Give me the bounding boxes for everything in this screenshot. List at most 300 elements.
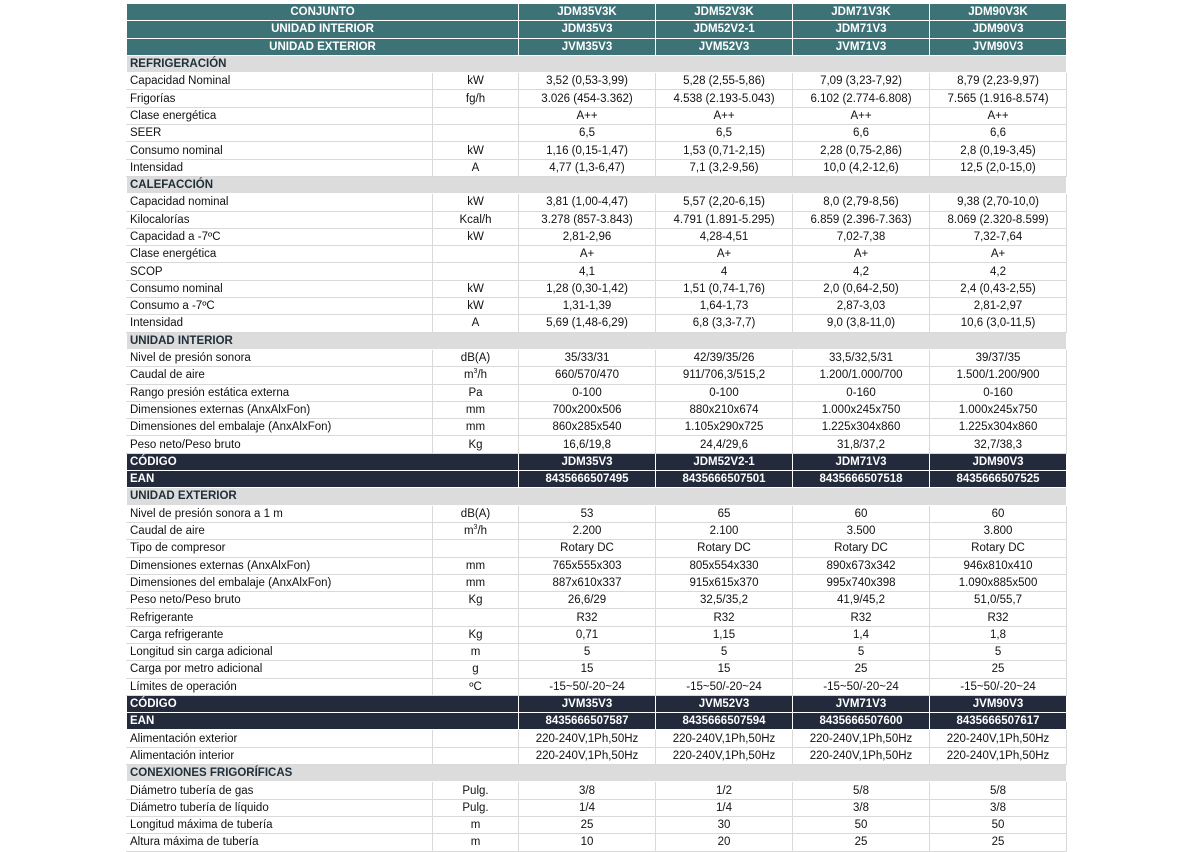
row-value: 0-160: [793, 384, 930, 401]
row-value: 220-240V,1Ph,50Hz: [793, 747, 930, 764]
row-label: SEER: [127, 125, 433, 142]
row-value: 3,52 (0,53-3,99): [519, 73, 656, 90]
table-row: [127, 107, 1067, 124]
row-value: 220-240V,1Ph,50Hz: [519, 747, 656, 764]
row-value: 6,5: [519, 125, 656, 142]
table-row: [127, 730, 1067, 747]
row-value: 4,77 (1,3-6,47): [519, 159, 656, 176]
row-label: Diámetro tubería de gas: [127, 782, 433, 799]
row-value: 41,9/45,2: [793, 592, 930, 609]
row-label: Alimentación interior: [127, 747, 433, 764]
row-value: -15~50/-20~24: [656, 678, 793, 695]
row-value: 1/2: [656, 782, 793, 799]
row-value: 1,31-1,39: [519, 298, 656, 315]
code-row-label: CÓDIGO: [127, 695, 519, 712]
row-value: A++: [793, 107, 930, 124]
code-row-value: 8435666507495: [519, 471, 656, 488]
code-row-value: 8435666507525: [930, 471, 1067, 488]
row-value: 60: [930, 505, 1067, 522]
model-header-value: JDM52V3K: [656, 4, 793, 21]
row-label: Dimensiones del embalaje (AnxAlxFon): [127, 574, 433, 591]
row-value: Rotary DC: [793, 540, 930, 557]
code-row-value: JVM71V3: [793, 695, 930, 712]
row-value: 9,0 (3,8-11,0): [793, 315, 930, 332]
code-row-label: EAN: [127, 713, 519, 730]
table-row: [127, 73, 1067, 90]
row-value: 1.200/1.000/700: [793, 367, 930, 384]
row-value: 915x615x370: [656, 574, 793, 591]
row-value: 660/570/470: [519, 367, 656, 384]
row-value: 0-100: [519, 384, 656, 401]
row-value: 53: [519, 505, 656, 522]
row-value: 50: [793, 816, 930, 833]
row-value: 39/37/35: [930, 349, 1067, 366]
code-row-value: JVM35V3: [519, 695, 656, 712]
model-header-label: CONJUNTO: [127, 4, 519, 21]
row-value: Rotary DC: [930, 540, 1067, 557]
row-value: 805x554x330: [656, 557, 793, 574]
row-value: 5,69 (1,48-6,29): [519, 315, 656, 332]
row-value: 3/8: [793, 799, 930, 816]
code-row: [127, 471, 1067, 488]
row-label: Altura máxima de tubería: [127, 834, 433, 851]
row-value: 7,1 (3,2-9,56): [656, 159, 793, 176]
table-row: [127, 592, 1067, 609]
row-unit: Kcal/h: [433, 211, 519, 228]
model-header-value: JDM90V3: [930, 21, 1067, 38]
row-label: Consumo nominal: [127, 142, 433, 159]
row-value: 700x200x506: [519, 401, 656, 418]
row-label: Clase energética: [127, 107, 433, 124]
row-value: 4,2: [793, 263, 930, 280]
row-value: 4,1: [519, 263, 656, 280]
row-label: Dimensiones externas (AnxAlxFon): [127, 401, 433, 418]
code-row-value: JDM71V3: [793, 453, 930, 470]
row-value: 890x673x342: [793, 557, 930, 574]
row-value: 32,5/35,2: [656, 592, 793, 609]
row-unit: [433, 263, 519, 280]
row-value: 220-240V,1Ph,50Hz: [519, 730, 656, 747]
row-label: Límites de operación: [127, 678, 433, 695]
row-value: 6,6: [793, 125, 930, 142]
row-unit: kW: [433, 73, 519, 90]
row-value: 33,5/32,5/31: [793, 349, 930, 366]
model-header-value: JVM35V3: [519, 38, 656, 55]
row-value: 220-240V,1Ph,50Hz: [656, 730, 793, 747]
table-row: [127, 505, 1067, 522]
row-value: 60: [793, 505, 930, 522]
code-row-label: EAN: [127, 471, 519, 488]
row-unit: Kg: [433, 436, 519, 453]
row-value: R32: [656, 609, 793, 626]
row-value: 4,2: [930, 263, 1067, 280]
row-value: 30: [656, 816, 793, 833]
row-value: 2.100: [656, 522, 793, 539]
row-unit: kW: [433, 142, 519, 159]
row-value: A+: [930, 246, 1067, 263]
row-value: 1,4: [793, 626, 930, 643]
row-unit: mm: [433, 557, 519, 574]
row-value: 946x810x410: [930, 557, 1067, 574]
row-value: 2,81-2,96: [519, 228, 656, 245]
row-value: 3.026 (454-3.362): [519, 90, 656, 107]
row-value: 6,5: [656, 125, 793, 142]
row-value: 3/8: [519, 782, 656, 799]
row-label: Caudal de aire: [127, 522, 433, 539]
row-value: 5: [519, 643, 656, 660]
row-unit: m: [433, 816, 519, 833]
spec-sheet: [126, 3, 1066, 852]
row-unit: Pulg.: [433, 799, 519, 816]
code-row-value: 8435666507617: [930, 713, 1067, 730]
row-unit: mm: [433, 574, 519, 591]
table-row: [127, 315, 1067, 332]
row-unit: kW: [433, 228, 519, 245]
row-value: R32: [519, 609, 656, 626]
row-value: 1,16 (0,15-1,47): [519, 142, 656, 159]
row-value: 2,4 (0,43-2,55): [930, 280, 1067, 297]
row-value: 16,6/19,8: [519, 436, 656, 453]
row-value: 7,02-7,38: [793, 228, 930, 245]
row-value: Rotary DC: [656, 540, 793, 557]
code-row-value: JDM90V3: [930, 453, 1067, 470]
row-unit: Pulg.: [433, 782, 519, 799]
row-value: 15: [519, 661, 656, 678]
table-row: [127, 263, 1067, 280]
row-value: 3.278 (857-3.843): [519, 211, 656, 228]
row-value: 3/8: [930, 799, 1067, 816]
row-label: Longitud máxima de tubería: [127, 816, 433, 833]
row-value: 20: [656, 834, 793, 851]
row-value: 0,71: [519, 626, 656, 643]
row-label: Peso neto/Peso bruto: [127, 436, 433, 453]
row-value: 25: [519, 816, 656, 833]
row-value: 25: [793, 834, 930, 851]
row-value: 3.500: [793, 522, 930, 539]
row-value: 5: [793, 643, 930, 660]
row-value: 7,32-7,64: [930, 228, 1067, 245]
row-value: 220-240V,1Ph,50Hz: [930, 730, 1067, 747]
row-label: Capacidad a -7ºC: [127, 228, 433, 245]
row-value: 4: [656, 263, 793, 280]
table-row: [127, 661, 1067, 678]
table-row: [127, 522, 1067, 539]
row-value: 1,51 (0,74-1,76): [656, 280, 793, 297]
row-unit: $m^3/h$: [433, 367, 519, 384]
table-row: [127, 367, 1067, 384]
row-value: 2,28 (0,75-2,86): [793, 142, 930, 159]
table-row: [127, 609, 1067, 626]
row-value: 5: [656, 643, 793, 660]
table-row: [127, 401, 1067, 418]
row-value: 1,28 (0,30-1,42): [519, 280, 656, 297]
row-value: 4.538 (2.193-5.043): [656, 90, 793, 107]
row-label: Refrigerante: [127, 609, 433, 626]
row-label: Capacidad nominal: [127, 194, 433, 211]
row-value: 4.791 (1.891-5.295): [656, 211, 793, 228]
model-header-value: JVM52V3: [656, 38, 793, 55]
row-label: Caudal de aire: [127, 367, 433, 384]
row-value: 3,81 (1,00-4,47): [519, 194, 656, 211]
row-value: 5/8: [930, 782, 1067, 799]
table-row: [127, 557, 1067, 574]
row-value: Rotary DC: [519, 540, 656, 557]
row-value: 51,0/55,7: [930, 592, 1067, 609]
row-unit: g: [433, 661, 519, 678]
section-header: [127, 488, 1067, 505]
table-row: [127, 799, 1067, 816]
row-value: 35/33/31: [519, 349, 656, 366]
row-value: 25: [930, 661, 1067, 678]
row-value: 7.565 (1.916-8.574): [930, 90, 1067, 107]
section-title: CALEFACCIÓN: [127, 176, 1067, 193]
row-value: 7,09 (3,23-7,92): [793, 73, 930, 90]
code-row-value: JVM90V3: [930, 695, 1067, 712]
row-value: 15: [656, 661, 793, 678]
row-value: 4,28-4,51: [656, 228, 793, 245]
model-header-value: JDM35V3: [519, 21, 656, 38]
row-label: Tipo de compresor: [127, 540, 433, 557]
table-row: [127, 298, 1067, 315]
model-header-value: JVM90V3: [930, 38, 1067, 55]
row-value: 1.225x304x860: [793, 419, 930, 436]
table-row: [127, 142, 1067, 159]
table-row: [127, 90, 1067, 107]
row-unit: mm: [433, 401, 519, 418]
row-value: 1,8: [930, 626, 1067, 643]
code-row-value: 8435666507594: [656, 713, 793, 730]
table-row: [127, 349, 1067, 366]
row-value: 1.000x245x750: [793, 401, 930, 418]
row-unit: [433, 107, 519, 124]
row-value: 6.859 (2.396-7.363): [793, 211, 930, 228]
row-value: 2,8 (0,19-3,45): [930, 142, 1067, 159]
row-label: Intensidad: [127, 315, 433, 332]
row-label: Dimensiones externas (AnxAlxFon): [127, 557, 433, 574]
table-row: [127, 159, 1067, 176]
row-value: 5,28 (2,55-5,86): [656, 73, 793, 90]
section-title: UNIDAD EXTERIOR: [127, 488, 1067, 505]
row-value: A++: [930, 107, 1067, 124]
row-value: R32: [930, 609, 1067, 626]
row-unit: A: [433, 159, 519, 176]
row-unit: ºC: [433, 678, 519, 695]
row-value: A++: [656, 107, 793, 124]
row-unit: $m^3/h$: [433, 522, 519, 539]
row-value: 1/4: [656, 799, 793, 816]
row-value: 10,6 (3,0-11,5): [930, 315, 1067, 332]
table-row: [127, 194, 1067, 211]
row-value: 1.090x885x500: [930, 574, 1067, 591]
row-value: 1.225x304x860: [930, 419, 1067, 436]
row-value: -15~50/-20~24: [793, 678, 930, 695]
table-row: [127, 643, 1067, 660]
table-row: [127, 280, 1067, 297]
row-value: 25: [793, 661, 930, 678]
row-unit: [433, 125, 519, 142]
row-value: A+: [793, 246, 930, 263]
code-row-value: 8435666507587: [519, 713, 656, 730]
row-value: 50: [930, 816, 1067, 833]
model-header-value: JDM71V3K: [793, 4, 930, 21]
row-value: 3.800: [930, 522, 1067, 539]
code-row: [127, 453, 1067, 470]
row-label: Consumo a -7ºC: [127, 298, 433, 315]
model-header-value: JDM52V2-1: [656, 21, 793, 38]
row-value: 2,81-2,97: [930, 298, 1067, 315]
code-row-value: 8435666507518: [793, 471, 930, 488]
row-unit: Kg: [433, 592, 519, 609]
row-value: 24,4/29,6: [656, 436, 793, 453]
section-header: [127, 332, 1067, 349]
row-unit: m: [433, 834, 519, 851]
code-row-value: JVM52V3: [656, 695, 793, 712]
row-value: 5,57 (2,20-6,15): [656, 194, 793, 211]
table-row: [127, 782, 1067, 799]
row-value: 10,0 (4,2-12,6): [793, 159, 930, 176]
row-value: 9,38 (2,70-10,0): [930, 194, 1067, 211]
row-unit: dB(A): [433, 505, 519, 522]
row-unit: m: [433, 643, 519, 660]
row-label: Capacidad Nominal: [127, 73, 433, 90]
row-value: 8,79 (2,23-9,97): [930, 73, 1067, 90]
row-value: 5: [930, 643, 1067, 660]
row-value: 8.069 (2.320-8.599): [930, 211, 1067, 228]
table-row: [127, 834, 1067, 851]
row-label: Intensidad: [127, 159, 433, 176]
row-label: Carga por metro adicional: [127, 661, 433, 678]
row-unit: [433, 747, 519, 764]
row-value: 25: [930, 834, 1067, 851]
row-value: 0-160: [930, 384, 1067, 401]
row-value: 6,8 (3,3-7,7): [656, 315, 793, 332]
table-row: [127, 125, 1067, 142]
model-header-value: JDM90V3K: [930, 4, 1067, 21]
table-row: [127, 678, 1067, 695]
section-header: [127, 765, 1067, 782]
row-value: 220-240V,1Ph,50Hz: [793, 730, 930, 747]
row-value: 10: [519, 834, 656, 851]
code-row-value: JDM52V2-1: [656, 453, 793, 470]
row-value: 887x610x337: [519, 574, 656, 591]
row-value: 31,8/37,2: [793, 436, 930, 453]
row-unit: kW: [433, 194, 519, 211]
row-value: 26,6/29: [519, 592, 656, 609]
model-header-value: JDM71V3: [793, 21, 930, 38]
table-row: [127, 626, 1067, 643]
row-value: A++: [519, 107, 656, 124]
section-header: [127, 55, 1067, 72]
row-label: Clase energética: [127, 246, 433, 263]
row-label: Alimentación exterior: [127, 730, 433, 747]
row-value: 220-240V,1Ph,50Hz: [656, 747, 793, 764]
code-row-value: 8435666507600: [793, 713, 930, 730]
row-value: 220-240V,1Ph,50Hz: [930, 747, 1067, 764]
row-value: 860x285x540: [519, 419, 656, 436]
row-label: Kilocalorías: [127, 211, 433, 228]
table-row: [127, 747, 1067, 764]
row-label: Consumo nominal: [127, 280, 433, 297]
row-unit: kW: [433, 298, 519, 315]
row-unit: dB(A): [433, 349, 519, 366]
row-value: 1,15: [656, 626, 793, 643]
model-header-row: [127, 21, 1067, 38]
code-row-label: CÓDIGO: [127, 453, 519, 470]
model-header-label: UNIDAD INTERIOR: [127, 21, 519, 38]
specifications-table-body: [127, 4, 1067, 852]
row-unit: fg/h: [433, 90, 519, 107]
row-unit: [433, 540, 519, 557]
row-unit: kW: [433, 280, 519, 297]
model-header-label: UNIDAD EXTERIOR: [127, 38, 519, 55]
row-value: 2,0 (0,64-2,50): [793, 280, 930, 297]
row-value: 1.000x245x750: [930, 401, 1067, 418]
table-row: [127, 246, 1067, 263]
row-value: 1,64-1,73: [656, 298, 793, 315]
code-row-value: 8435666507501: [656, 471, 793, 488]
row-unit: Pa: [433, 384, 519, 401]
section-title: UNIDAD INTERIOR: [127, 332, 1067, 349]
row-value: 65: [656, 505, 793, 522]
row-value: 12,5 (2,0-15,0): [930, 159, 1067, 176]
model-header-value: JDM35V3K: [519, 4, 656, 21]
table-row: [127, 419, 1067, 436]
row-value: 2,87-3,03: [793, 298, 930, 315]
table-row: [127, 574, 1067, 591]
row-label: Nivel de presión sonora: [127, 349, 433, 366]
row-value: A+: [519, 246, 656, 263]
row-value: -15~50/-20~24: [930, 678, 1067, 695]
row-value: 0-100: [656, 384, 793, 401]
table-row: [127, 816, 1067, 833]
row-label: Longitud sin carga adicional: [127, 643, 433, 660]
row-unit: mm: [433, 419, 519, 436]
row-label: Diámetro tubería de líquido: [127, 799, 433, 816]
code-row: [127, 695, 1067, 712]
row-value: 1.500/1.200/900: [930, 367, 1067, 384]
section-title: CONEXIONES FRIGORÍFICAS: [127, 765, 1067, 782]
row-label: Peso neto/Peso bruto: [127, 592, 433, 609]
table-row: [127, 436, 1067, 453]
code-row: [127, 713, 1067, 730]
row-value: 5/8: [793, 782, 930, 799]
row-label: Rango presión estática externa: [127, 384, 433, 401]
row-unit: [433, 246, 519, 263]
specifications-table: [126, 3, 1067, 852]
row-unit: Kg: [433, 626, 519, 643]
row-value: 2.200: [519, 522, 656, 539]
row-label: Frigorías: [127, 90, 433, 107]
row-value: 42/39/35/26: [656, 349, 793, 366]
row-unit: A: [433, 315, 519, 332]
model-header-value: JVM71V3: [793, 38, 930, 55]
row-value: 8,0 (2,79-8,56): [793, 194, 930, 211]
row-value: 880x210x674: [656, 401, 793, 418]
model-header-row: [127, 38, 1067, 55]
row-value: 6,6: [930, 125, 1067, 142]
row-unit: [433, 609, 519, 626]
row-value: -15~50/-20~24: [519, 678, 656, 695]
row-value: 1,53 (0,71-2,15): [656, 142, 793, 159]
row-label: Carga refrigerante: [127, 626, 433, 643]
row-unit: [433, 730, 519, 747]
row-value: 765x555x303: [519, 557, 656, 574]
row-value: 1/4: [519, 799, 656, 816]
table-row: [127, 384, 1067, 401]
row-value: 1.105x290x725: [656, 419, 793, 436]
code-row-value: JDM35V3: [519, 453, 656, 470]
row-label: Nivel de presión sonora a 1 m: [127, 505, 433, 522]
